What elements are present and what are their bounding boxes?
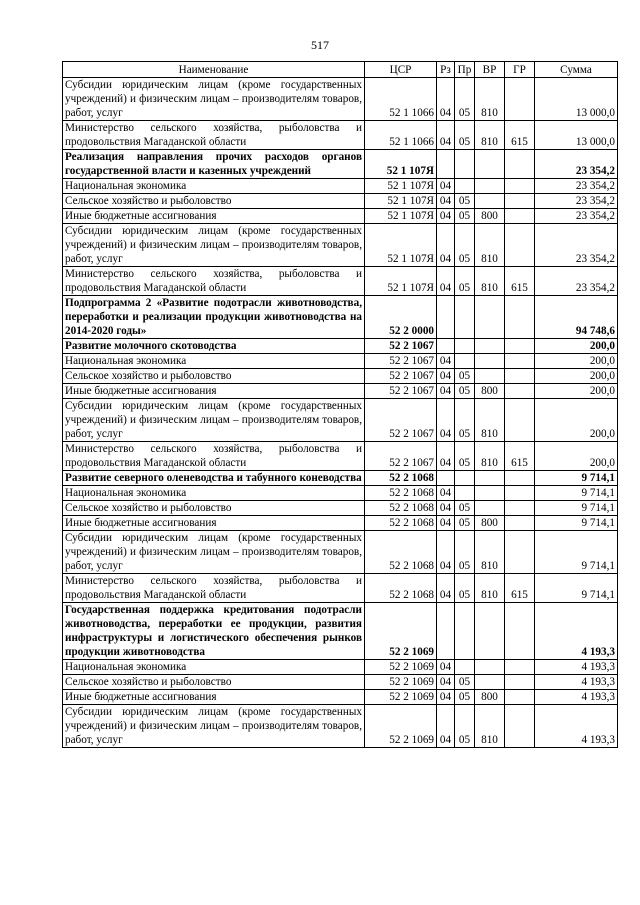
cell-pr: 05: [455, 399, 475, 442]
table-row: [63, 690, 618, 705]
cell-vr: [475, 603, 505, 660]
cell-name: Иные бюджетные ассигнования: [63, 209, 365, 224]
cell-rz: 04: [437, 224, 455, 267]
cell-name: Иные бюджетные ассигнования: [63, 384, 365, 399]
header-pr: Пр: [455, 62, 475, 78]
cell-sum: 4 193,3: [535, 660, 618, 675]
cell-sum: 13 000,0: [535, 78, 618, 121]
cell-pr: 05: [455, 574, 475, 603]
cell-name: Национальная экономика: [63, 354, 365, 369]
header-gr: ГР: [505, 62, 535, 78]
cell-rz: 04: [437, 501, 455, 516]
table-row: [63, 486, 618, 501]
cell-pr: 05: [455, 224, 475, 267]
cell-name: Субсидии юридическим лицам (кроме государственных учреждений) и физическим лицам – производителям товаров, работ, услуг: [63, 224, 365, 267]
cell-name: Национальная экономика: [63, 179, 365, 194]
cell-name: Министерство сельского хозяйства, рыболовства и продовольствия Магаданской области: [63, 442, 365, 471]
cell-pr: 05: [455, 78, 475, 121]
cell-gr: [505, 399, 535, 442]
table-row: [63, 121, 618, 150]
table-row: [63, 296, 618, 339]
cell-gr: [505, 296, 535, 339]
cell-pr: 05: [455, 267, 475, 296]
cell-gr: [505, 675, 535, 690]
cell-gr: [505, 516, 535, 531]
cell-pr: 05: [455, 121, 475, 150]
cell-pr: [455, 603, 475, 660]
cell-sum: 200,0: [535, 442, 618, 471]
header-rz: Рз: [437, 62, 455, 78]
cell-rz: 04: [437, 209, 455, 224]
cell-vr: [475, 150, 505, 179]
table-row: [63, 384, 618, 399]
header-sum: Сумма: [535, 62, 618, 78]
cell-sum: 9 714,1: [535, 516, 618, 531]
cell-pr: 05: [455, 516, 475, 531]
table-row: [63, 471, 618, 486]
cell-gr: [505, 179, 535, 194]
cell-name: Министерство сельского хозяйства, рыболовства и продовольствия Магаданской области: [63, 574, 365, 603]
cell-vr: 810: [475, 78, 505, 121]
cell-name: Сельское хозяйство и рыболовство: [63, 675, 365, 690]
cell-gr: [505, 384, 535, 399]
cell-sum: 13 000,0: [535, 121, 618, 150]
table-row: [63, 603, 618, 660]
cell-rz: 04: [437, 121, 455, 150]
cell-pr: [455, 296, 475, 339]
cell-csr: 52 2 1067: [365, 442, 437, 471]
cell-sum: 4 193,3: [535, 690, 618, 705]
cell-vr: [475, 194, 505, 209]
cell-rz: 04: [437, 369, 455, 384]
table-row: [63, 660, 618, 675]
cell-pr: 05: [455, 369, 475, 384]
cell-vr: 800: [475, 516, 505, 531]
cell-gr: [505, 369, 535, 384]
table-row: [63, 501, 618, 516]
cell-name: Подпрограмма 2 «Развитие подотрасли животноводства, переработки и реализации продукции животноводства на 2014-2020 годы»: [63, 296, 365, 339]
cell-gr: 615: [505, 121, 535, 150]
cell-pr: 05: [455, 384, 475, 399]
cell-gr: 615: [505, 574, 535, 603]
cell-gr: [505, 690, 535, 705]
cell-sum: 9 714,1: [535, 574, 618, 603]
cell-gr: [505, 471, 535, 486]
cell-csr: 52 1 1066: [365, 78, 437, 121]
cell-sum: 23 354,2: [535, 179, 618, 194]
cell-sum: 23 354,2: [535, 267, 618, 296]
cell-rz: 04: [437, 660, 455, 675]
cell-gr: [505, 354, 535, 369]
header-csr: ЦСР: [365, 62, 437, 78]
cell-csr: 52 2 1069: [365, 690, 437, 705]
cell-sum: 23 354,2: [535, 194, 618, 209]
cell-csr: 52 2 1069: [365, 705, 437, 748]
cell-pr: [455, 339, 475, 354]
cell-vr: [475, 501, 505, 516]
cell-csr: 52 1 107Я: [365, 150, 437, 179]
cell-vr: 800: [475, 384, 505, 399]
cell-rz: 04: [437, 675, 455, 690]
cell-rz: 04: [437, 399, 455, 442]
cell-gr: [505, 194, 535, 209]
cell-vr: 810: [475, 442, 505, 471]
cell-csr: 52 1 107Я: [365, 224, 437, 267]
table-row: [63, 442, 618, 471]
table-row: [63, 339, 618, 354]
cell-csr: 52 2 1067: [365, 399, 437, 442]
cell-name: Субсидии юридическим лицам (кроме государственных учреждений) и физическим лицам – производителям товаров, работ, услуг: [63, 531, 365, 574]
cell-vr: 810: [475, 121, 505, 150]
cell-vr: [475, 369, 505, 384]
cell-sum: 4 193,3: [535, 675, 618, 690]
page-number: 517: [311, 38, 329, 52]
cell-name: Национальная экономика: [63, 486, 365, 501]
cell-pr: [455, 179, 475, 194]
cell-rz: 04: [437, 179, 455, 194]
table-row: [63, 354, 618, 369]
cell-pr: [455, 486, 475, 501]
cell-name: Сельское хозяйство и рыболовство: [63, 369, 365, 384]
cell-gr: [505, 339, 535, 354]
cell-pr: 05: [455, 501, 475, 516]
cell-vr: [475, 486, 505, 501]
cell-name: Иные бюджетные ассигнования: [63, 516, 365, 531]
table-row: [63, 369, 618, 384]
cell-vr: 810: [475, 531, 505, 574]
budget-table: [62, 61, 618, 748]
cell-name: Сельское хозяйство и рыболовство: [63, 501, 365, 516]
cell-csr: 52 2 1068: [365, 471, 437, 486]
cell-sum: 23 354,2: [535, 209, 618, 224]
cell-name: Развитие молочного скотоводства: [63, 339, 365, 354]
cell-sum: 9 714,1: [535, 486, 618, 501]
cell-rz: [437, 150, 455, 179]
table-row: [63, 399, 618, 442]
cell-csr: 52 2 1068: [365, 574, 437, 603]
cell-sum: 94 748,6: [535, 296, 618, 339]
cell-rz: 04: [437, 78, 455, 121]
table-row: [63, 267, 618, 296]
cell-vr: 800: [475, 209, 505, 224]
cell-vr: [475, 339, 505, 354]
table-row: [63, 531, 618, 574]
cell-vr: [475, 660, 505, 675]
cell-vr: [475, 354, 505, 369]
cell-gr: 615: [505, 267, 535, 296]
cell-vr: [475, 471, 505, 486]
cell-gr: [505, 486, 535, 501]
cell-csr: 52 2 1068: [365, 531, 437, 574]
table-row: [63, 194, 618, 209]
cell-gr: [505, 150, 535, 179]
cell-sum: 200,0: [535, 399, 618, 442]
cell-rz: 04: [437, 442, 455, 471]
cell-vr: 810: [475, 399, 505, 442]
cell-sum: 9 714,1: [535, 531, 618, 574]
cell-rz: 04: [437, 384, 455, 399]
cell-csr: 52 1 107Я: [365, 194, 437, 209]
cell-sum: 200,0: [535, 339, 618, 354]
cell-csr: 52 1 107Я: [365, 179, 437, 194]
table-row: [63, 705, 618, 748]
cell-gr: [505, 501, 535, 516]
cell-sum: 200,0: [535, 369, 618, 384]
cell-rz: [437, 339, 455, 354]
cell-rz: 04: [437, 690, 455, 705]
cell-sum: 9 714,1: [535, 501, 618, 516]
cell-rz: [437, 471, 455, 486]
cell-rz: 04: [437, 531, 455, 574]
cell-rz: 04: [437, 705, 455, 748]
cell-name: Национальная экономика: [63, 660, 365, 675]
cell-gr: 615: [505, 442, 535, 471]
cell-vr: 810: [475, 705, 505, 748]
cell-gr: [505, 705, 535, 748]
cell-csr: 52 2 1069: [365, 660, 437, 675]
cell-pr: 05: [455, 442, 475, 471]
cell-csr: 52 2 1068: [365, 486, 437, 501]
cell-rz: 04: [437, 194, 455, 209]
cell-gr: [505, 209, 535, 224]
cell-name: Сельское хозяйство и рыболовство: [63, 194, 365, 209]
cell-gr: [505, 603, 535, 660]
cell-pr: 05: [455, 675, 475, 690]
cell-gr: [505, 660, 535, 675]
cell-name: Развитие северного оленеводства и табунного коневодства: [63, 471, 365, 486]
cell-csr: 52 2 1067: [365, 339, 437, 354]
cell-name: Государственная поддержка кредитования подотрасли животноводства, переработки ее продукции, развития инфраструктуры и логистического обеспечения рынков продукции животноводства: [63, 603, 365, 660]
cell-gr: [505, 78, 535, 121]
table-row: [63, 209, 618, 224]
cell-vr: 810: [475, 574, 505, 603]
cell-sum: 200,0: [535, 354, 618, 369]
cell-csr: 52 1 107Я: [365, 209, 437, 224]
cell-sum: 4 193,3: [535, 705, 618, 748]
table-row: [63, 675, 618, 690]
cell-rz: [437, 296, 455, 339]
table-row: [63, 150, 618, 179]
cell-pr: [455, 660, 475, 675]
cell-vr: [475, 296, 505, 339]
cell-vr: 800: [475, 690, 505, 705]
cell-vr: [475, 675, 505, 690]
table-row: [63, 179, 618, 194]
table-row: [63, 78, 618, 121]
cell-vr: 810: [475, 224, 505, 267]
cell-csr: 52 1 1066: [365, 121, 437, 150]
cell-csr: 52 2 1069: [365, 603, 437, 660]
cell-rz: 04: [437, 486, 455, 501]
cell-name: Реализация направления прочих расходов органов государственной власти и казенных учреждений: [63, 150, 365, 179]
table-row: [63, 516, 618, 531]
cell-pr: 05: [455, 209, 475, 224]
cell-csr: 52 2 0000: [365, 296, 437, 339]
table-row: [63, 224, 618, 267]
cell-pr: 05: [455, 531, 475, 574]
header-vr: ВР: [475, 62, 505, 78]
cell-pr: 05: [455, 705, 475, 748]
cell-name: Министерство сельского хозяйства, рыболовства и продовольствия Магаданской области: [63, 267, 365, 296]
cell-sum: 9 714,1: [535, 471, 618, 486]
cell-name: Субсидии юридическим лицам (кроме государственных учреждений) и физическим лицам – производителям товаров, работ, услуг: [63, 78, 365, 121]
cell-rz: 04: [437, 267, 455, 296]
cell-sum: 200,0: [535, 384, 618, 399]
cell-sum: 23 354,2: [535, 150, 618, 179]
cell-name: Министерство сельского хозяйства, рыболовства и продовольствия Магаданской области: [63, 121, 365, 150]
cell-csr: 52 2 1067: [365, 384, 437, 399]
cell-vr: [475, 179, 505, 194]
cell-csr: 52 1 107Я: [365, 267, 437, 296]
cell-csr: 52 2 1067: [365, 354, 437, 369]
cell-rz: 04: [437, 354, 455, 369]
cell-csr: 52 2 1068: [365, 501, 437, 516]
cell-sum: 4 193,3: [535, 603, 618, 660]
cell-csr: 52 2 1067: [365, 369, 437, 384]
cell-csr: 52 2 1069: [365, 675, 437, 690]
table-row: [63, 574, 618, 603]
cell-name: Иные бюджетные ассигнования: [63, 690, 365, 705]
cell-pr: 05: [455, 690, 475, 705]
cell-name: Субсидии юридическим лицам (кроме государственных учреждений) и физическим лицам – производителям товаров, работ, услуг: [63, 705, 365, 748]
table-header-row: [63, 62, 618, 78]
cell-rz: 04: [437, 574, 455, 603]
cell-vr: 810: [475, 267, 505, 296]
cell-pr: [455, 150, 475, 179]
cell-rz: 04: [437, 516, 455, 531]
cell-rz: [437, 603, 455, 660]
cell-pr: [455, 471, 475, 486]
cell-csr: 52 2 1068: [365, 516, 437, 531]
cell-sum: 23 354,2: [535, 224, 618, 267]
cell-pr: [455, 354, 475, 369]
header-name: Наименование: [63, 62, 365, 78]
cell-name: Субсидии юридическим лицам (кроме государственных учреждений) и физическим лицам – производителям товаров, работ, услуг: [63, 399, 365, 442]
cell-gr: [505, 531, 535, 574]
cell-pr: 05: [455, 194, 475, 209]
cell-gr: [505, 224, 535, 267]
